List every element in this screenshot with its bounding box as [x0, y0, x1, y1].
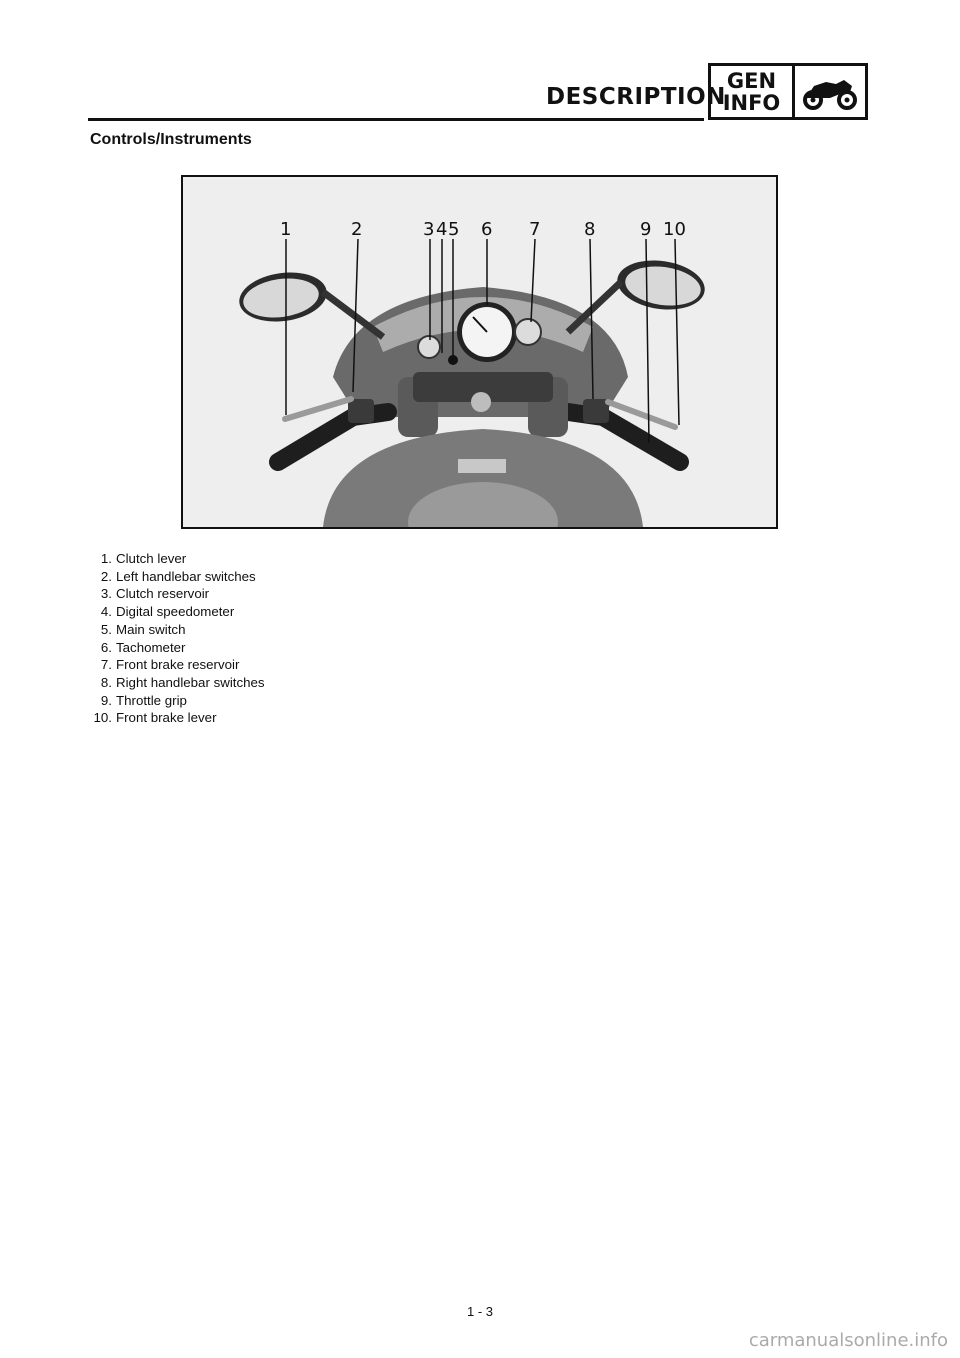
callout-8: 8: [584, 219, 596, 240]
callout-3: 3: [423, 219, 435, 240]
page-number: 1 - 3: [466, 1304, 493, 1319]
legend-number: 7.: [100, 657, 112, 673]
legend-number: 8.: [100, 674, 112, 690]
legend-number: 3.: [100, 586, 112, 602]
list-item: [90, 656, 265, 674]
legend-label: Main switch: [116, 621, 186, 637]
watermark: carmanualsonline.info: [748, 1330, 948, 1351]
callout-2: 2: [351, 219, 363, 240]
list-item: [90, 692, 265, 710]
legend-label: Clutch lever: [116, 551, 187, 566]
legend-number: 6.: [100, 639, 112, 655]
legend-label: Front brake lever: [116, 710, 217, 726]
motorcycle-icon: [795, 66, 865, 117]
list-item: [90, 639, 265, 657]
list-item: [90, 621, 265, 639]
legend-label: Digital speedometer: [116, 604, 235, 620]
list-item: [90, 603, 265, 621]
legend-number: 5.: [100, 621, 112, 637]
legend-label: Front brake reservoir: [116, 657, 240, 673]
badge-line-2: INFO: [722, 90, 781, 115]
list-item: [90, 674, 265, 692]
legend-number: 1.: [100, 551, 112, 566]
section-title: Controls/Instruments: [90, 131, 252, 148]
callout-6: 6: [481, 219, 493, 240]
legend-label: Tachometer: [116, 639, 186, 655]
callout-7: 7: [529, 219, 541, 240]
legend-number: 10.: [93, 710, 112, 726]
list-item: [90, 550, 265, 568]
gen-info-badge: [708, 63, 868, 120]
list-item: [90, 568, 265, 586]
legend-label: Right handlebar switches: [116, 674, 265, 690]
header-title: DESCRIPTION: [546, 84, 726, 110]
badge-text: [711, 66, 795, 117]
legend-number: 4.: [100, 604, 112, 620]
controls-photo: [181, 175, 778, 529]
legend-number: 2.: [100, 568, 112, 584]
header-rule: [88, 118, 704, 121]
badge-line-1: GEN: [726, 68, 777, 93]
callout-9: 9: [640, 219, 652, 240]
callout-4: 4: [436, 219, 448, 240]
legend-number: 9.: [100, 692, 112, 708]
handlebar-photo-illustration: [183, 177, 776, 527]
callout-10: 10: [663, 219, 686, 240]
list-item: [90, 585, 265, 603]
callout-1: 1: [280, 219, 292, 240]
legend-label: Clutch reservoir: [116, 586, 210, 602]
list-item: [90, 709, 265, 727]
legend-label: Throttle grip: [116, 692, 187, 708]
callout-5: 5: [448, 219, 460, 240]
parts-legend: [90, 550, 265, 727]
legend-label: Left handlebar switches: [116, 568, 256, 584]
